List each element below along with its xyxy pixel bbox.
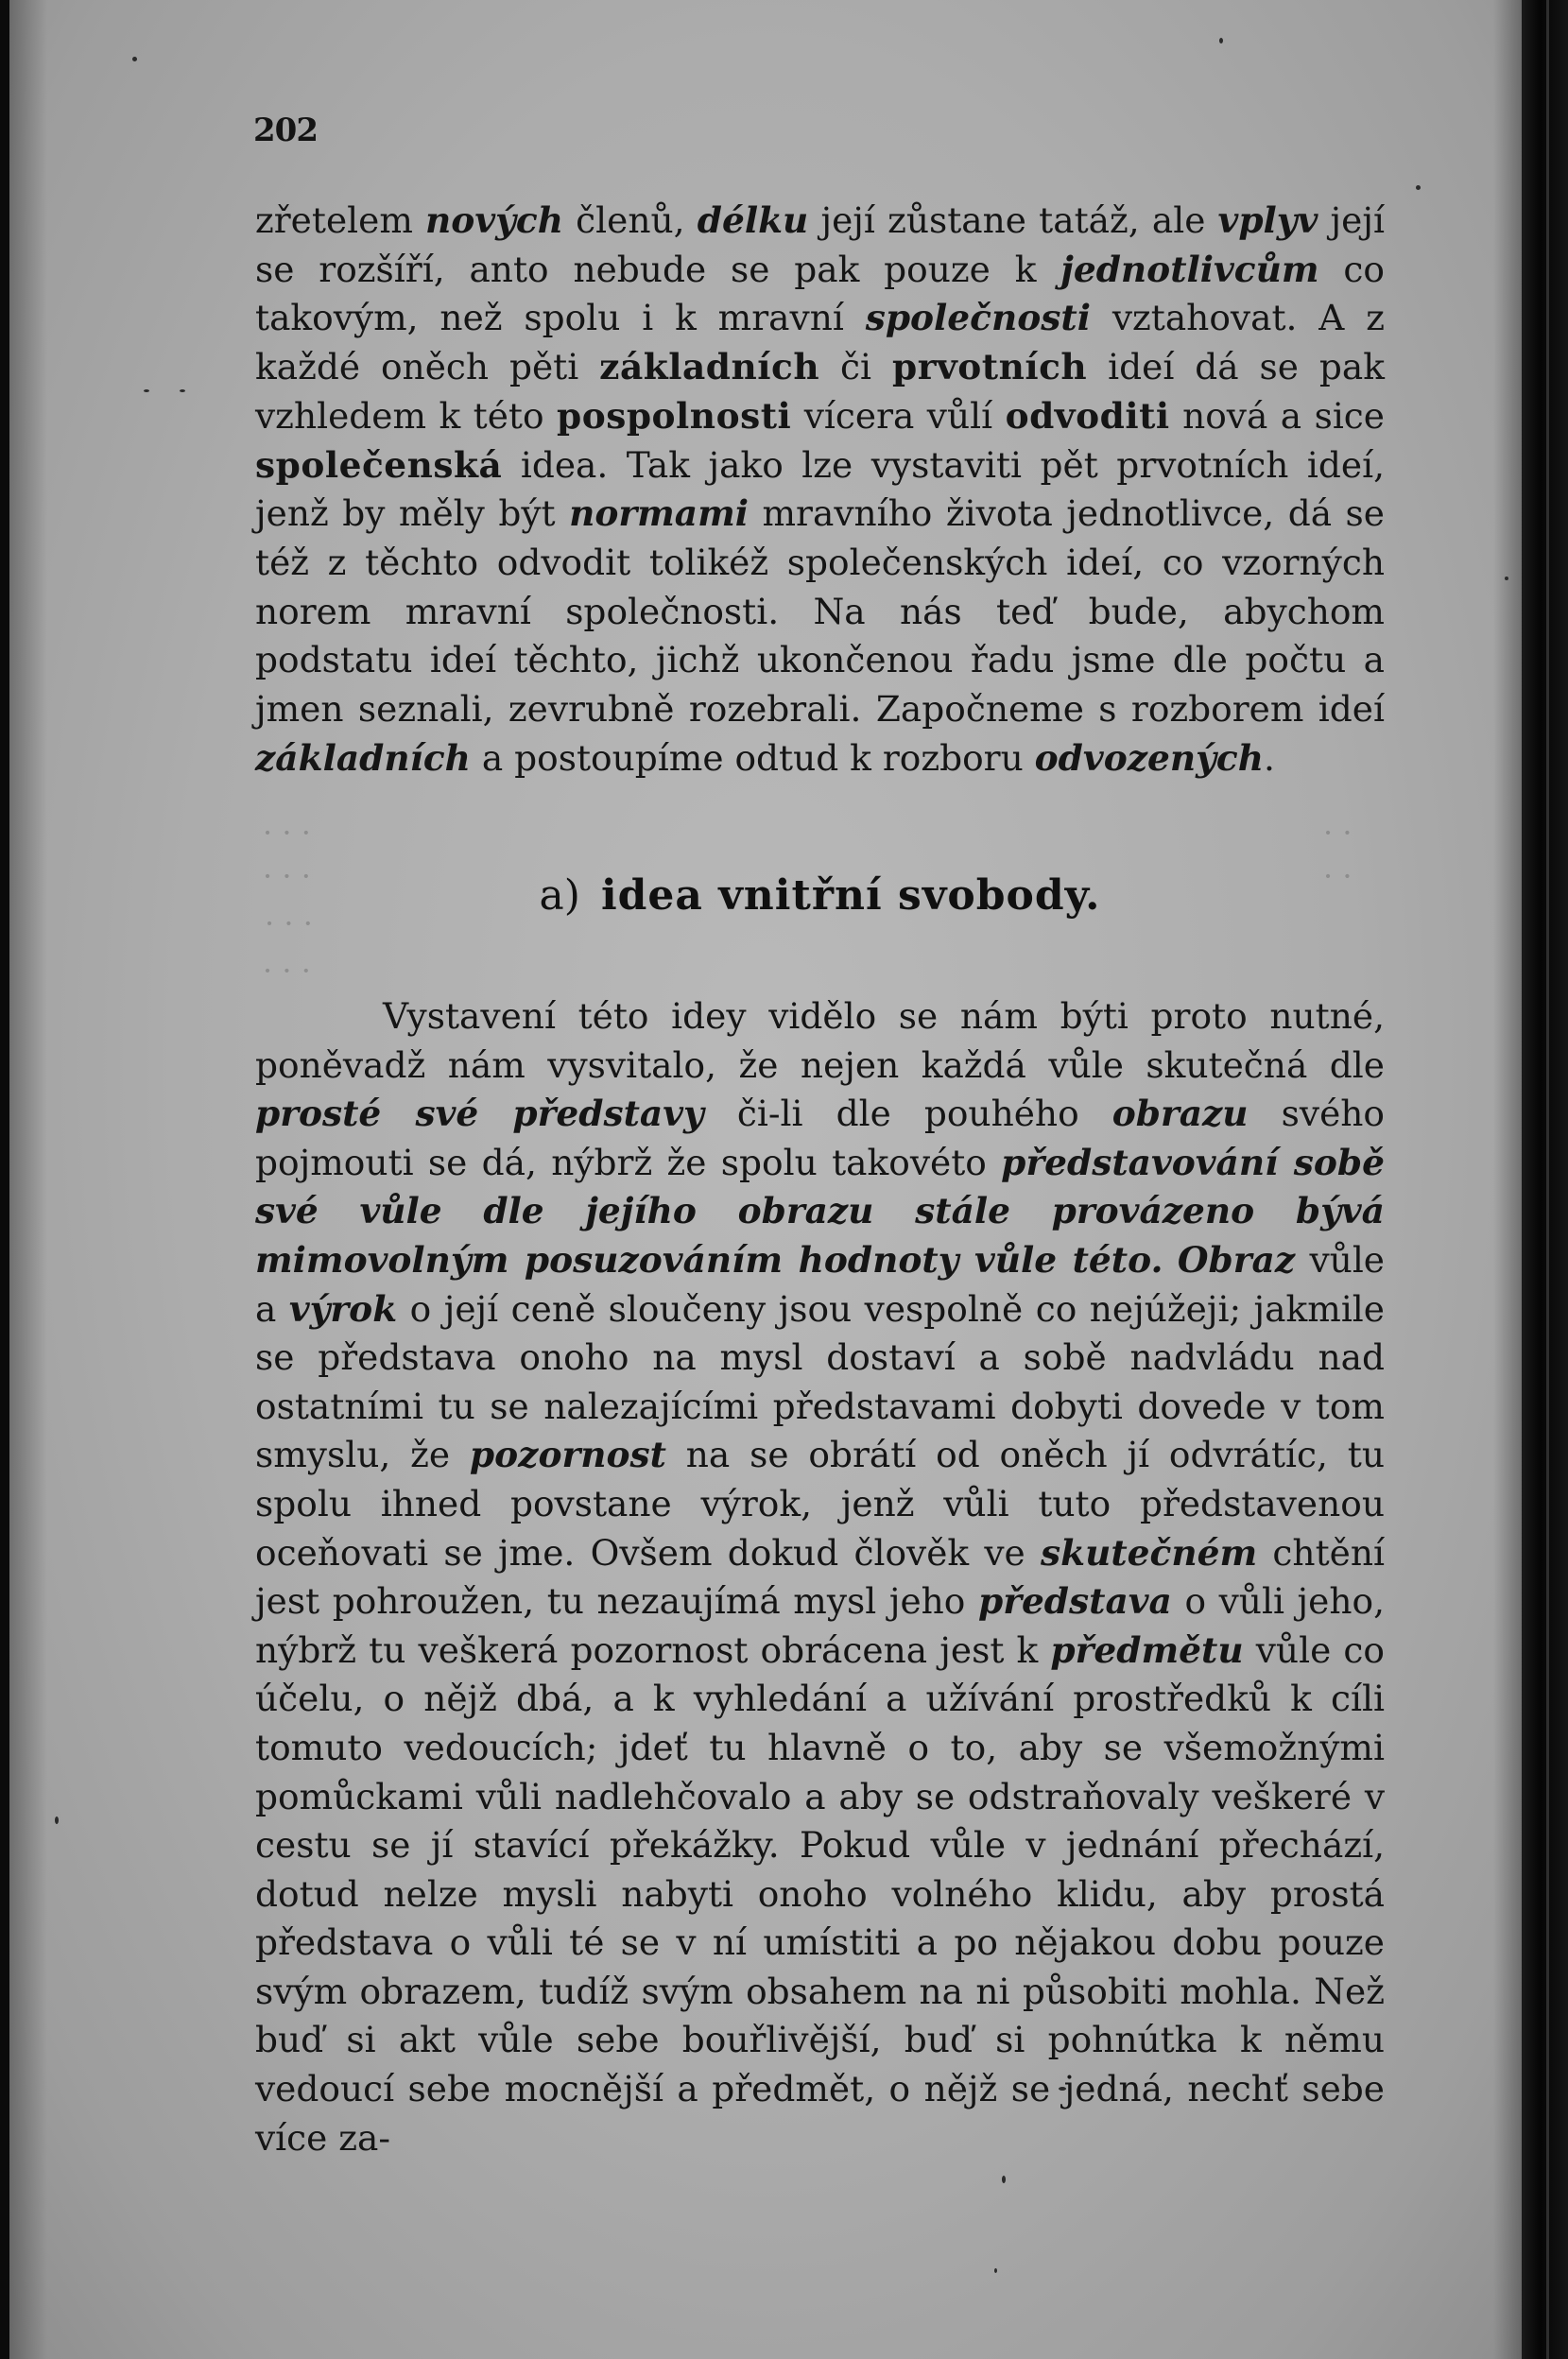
scan-speck xyxy=(144,389,149,392)
page-edge-shadow-left xyxy=(9,0,47,2359)
paragraph-section-body: Vystavení této idey vidělo se nám býti proto nutné, poněvadž nám vysvitalo, že nejen každá vůle skutečná dle prosté své představy či-li dle pouhého obrazu svého pojmouti se dá, nýbrž že spolu takovéto představování sobě své vůle dle jejího obrazu stále provázeno bývá mimovolným posuzováním hodnoty vůle této. Obraz vůle a výrok o její ceně sloučeny jsou vespolně co nejúžeji; jakmile se představa onoho na mysl dostaví a sobě nadvládu nad ostatními tu se nalezajícími představami dobyti dovede v tom smyslu, že pozornost na se obrátí od oněch jí odvrátíc, tu spolu ihned povstane výrok, jenž vůli tuto představenou oceňovati se jme. Ovšem dokud člověk ve skutečném chtění jest pohroužen, tu nezaujímá mysl jeho představa o vůli jeho, nýbrž tu veškerá pozornost obrácena jest k předmětu vůle co účelu, o nějž dbá, a k vyhledání a užívání prostředků k cíli tomuto vedoucích; jdeť tu hlavně o to, aby se všemožnými pomůckami vůli nadlehčovalo a aby se odstraňovaly veškeré v cestu se jí stavící překážky. Pokud vůle v jednání přechází, dotud nelze mysli nabyti onoho volného klidu, aby prostá představa o vůli té se v ní umístiti a po nějakou dobu pouze svým obrazem, tudíž svým obsahem na ni působiti mohla. Než buď si akt vůle sebe bouřlivější, buď si pohnútka k němu vedoucí sebe mocnější a předmět, o nějž se jedná, nechť sebe více za- xyxy=(255,995,1386,2159)
bleed-through-text: · · xyxy=(1323,815,1353,851)
section-heading xyxy=(255,868,1385,924)
scan-speck xyxy=(180,389,185,392)
scan-border-rule xyxy=(1546,0,1549,2359)
scan-speck xyxy=(994,2268,997,2273)
paragraph-intro: zřetelem nových členů, délku její zůstane tatáž, ale vplyv její se rozšíří, anto nebude se pak pouze k jednotlivcům co takovým, než spolu i k mravní společnosti vztahovat. A z každé oněch pěti základních či prvotních ideí dá se pak vzhledem k této pospolnosti vícera vůlí odvoditi nová a sice společenská idea. Tak jako lze vystaviti pět prvotních ideí, jenž by měly být normami mravního života jednotlivce, dá se též z těchto odvodit tolikéž společenských ideí, co vzorných norem mravní společnosti. Na nás teď bude, abychom podstatu ideí těchto, jichž ukončenou řadu jsme dle počtu a jmen seznali, zevrubně rozebrali. Započneme s rozborem ideí základních a postoupíme odtud k rozboru odvozených. xyxy=(255,199,1386,779)
scan-speck xyxy=(1505,577,1508,580)
bleed-through-text: · · · xyxy=(263,953,311,989)
page-edge-shadow-right xyxy=(1493,0,1522,2359)
section-heading-letter: a) xyxy=(539,871,580,920)
scan-border-right xyxy=(1522,0,1568,2359)
scan-speck xyxy=(1002,2176,1006,2183)
section-heading-title: idea vnitřní svobody. xyxy=(600,871,1101,920)
scan-speck xyxy=(132,57,137,61)
bleed-through-text: · · · xyxy=(265,905,313,941)
scan-speck xyxy=(55,1817,59,1824)
bleed-through-text: · · xyxy=(1323,858,1353,894)
bleed-through-text: · · · xyxy=(263,815,311,851)
scan-speck xyxy=(1219,38,1223,43)
page-number: 202 xyxy=(253,112,318,149)
scan-speck xyxy=(1416,185,1421,190)
bleed-through-text: · · · xyxy=(263,858,311,894)
